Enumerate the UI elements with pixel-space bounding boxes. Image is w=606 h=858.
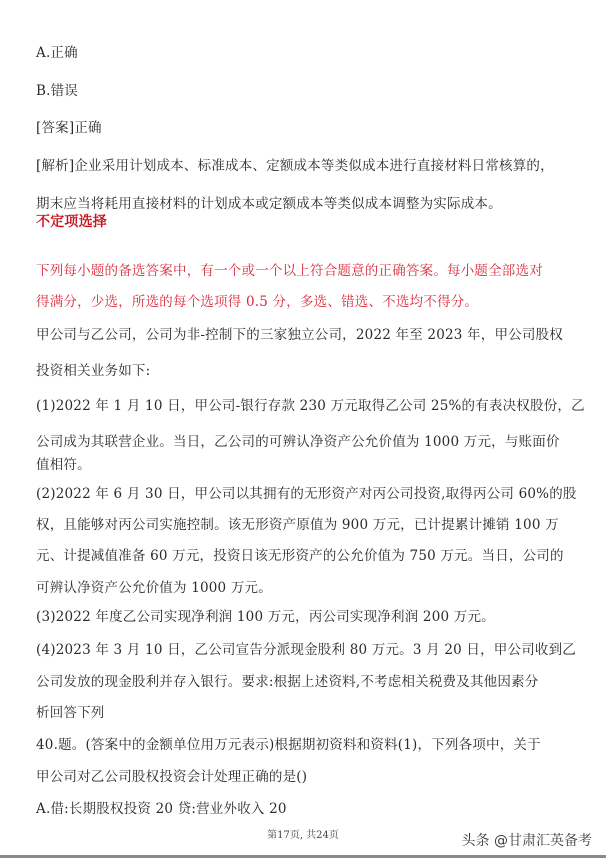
question-40-option-a: A.借:长期股权投资 20 贷:营业外收入 20 xyxy=(36,801,287,817)
body-line: 值相符。 xyxy=(36,457,91,473)
body-line: 析回答下列 xyxy=(36,705,105,721)
question-40-line-1: 40.题。(答案中的金额单位用万元表示)根据期初资料和资料(1)，下列各项中，关于 xyxy=(36,737,541,753)
analysis-line-2: 期末应当将耗用直接材料的计划成本或定额成本等类似成本调整为实际成本。 xyxy=(36,196,502,212)
body-line: 权，且能够对丙公司实施控制。该无形资产原值为 900 万元，已计提累计摊销 100 万 xyxy=(36,517,559,533)
body-line: (2)2022 年 6 月 30 日，甲公司以其拥有的无形资产对丙公司投资,取得丙公司 60%的股 xyxy=(36,486,577,502)
body-line: (1)2022 年 1 月 10 日，甲公司-银行存款 230 万元取得乙公司 25%的有表决权股份，乙 xyxy=(36,398,585,414)
body-line: 元、计提减值准备 60 万元，投资日该无形资产的公允价值为 750 万元。当日，公司的 xyxy=(36,548,564,564)
watermark: 头条 @甘肃汇英备考 xyxy=(461,833,592,849)
body-line: (3)2022 年度乙公司实现净利润 100 万元，丙公司实现净利润 200 万元。 xyxy=(36,609,495,625)
body-line: 甲公司与乙公司，公司为非-控制下的三家独立公司，2022 年至 2023 年，甲公司股权 xyxy=(36,327,563,343)
body-line: 投资相关业务如下: xyxy=(36,363,151,379)
option-a-text: A.正确 xyxy=(36,45,78,61)
answer-text: [答案]正确 xyxy=(36,120,102,136)
body-line: 可辨认净资产公允价值为 1000 万元。 xyxy=(36,580,272,596)
section-heading: 不定项选择 xyxy=(36,214,107,230)
instruction-line-1: 下列每小题的备选答案中，有一个或一个以上符合题意的正确答案。每小题全部选对 xyxy=(36,263,543,279)
body-line: (4)2023 年 3 月 10 日，乙公司宣告分派现金股利 80 万元。3 月 20 日，甲公司收到乙 xyxy=(36,642,577,658)
analysis-line-1: [解析]企业采用计划成本、标准成本、定额成本等类似成本进行直接材料日常核算的， xyxy=(36,158,554,174)
body-line: 公司发放的现金股利并存入银行。要求:根据上述资料,不考虑相关税费及其他因素分 xyxy=(36,674,539,690)
instruction-line-2: 得满分，少选，所选的每个选项得 0.5 分，多选、错选、不选均不得分。 xyxy=(36,294,479,310)
question-40-line-2: 甲公司对乙公司股权投资会计处理正确的是() xyxy=(36,769,308,785)
page-number-footer: 第17页, 共24页 xyxy=(267,830,339,841)
body-line: 公司成为其联营企业。当日，乙公司的可辨认净资产公允价值为 1000 万元，与账面价 xyxy=(36,434,560,450)
option-b-text: B.错误 xyxy=(36,83,79,99)
